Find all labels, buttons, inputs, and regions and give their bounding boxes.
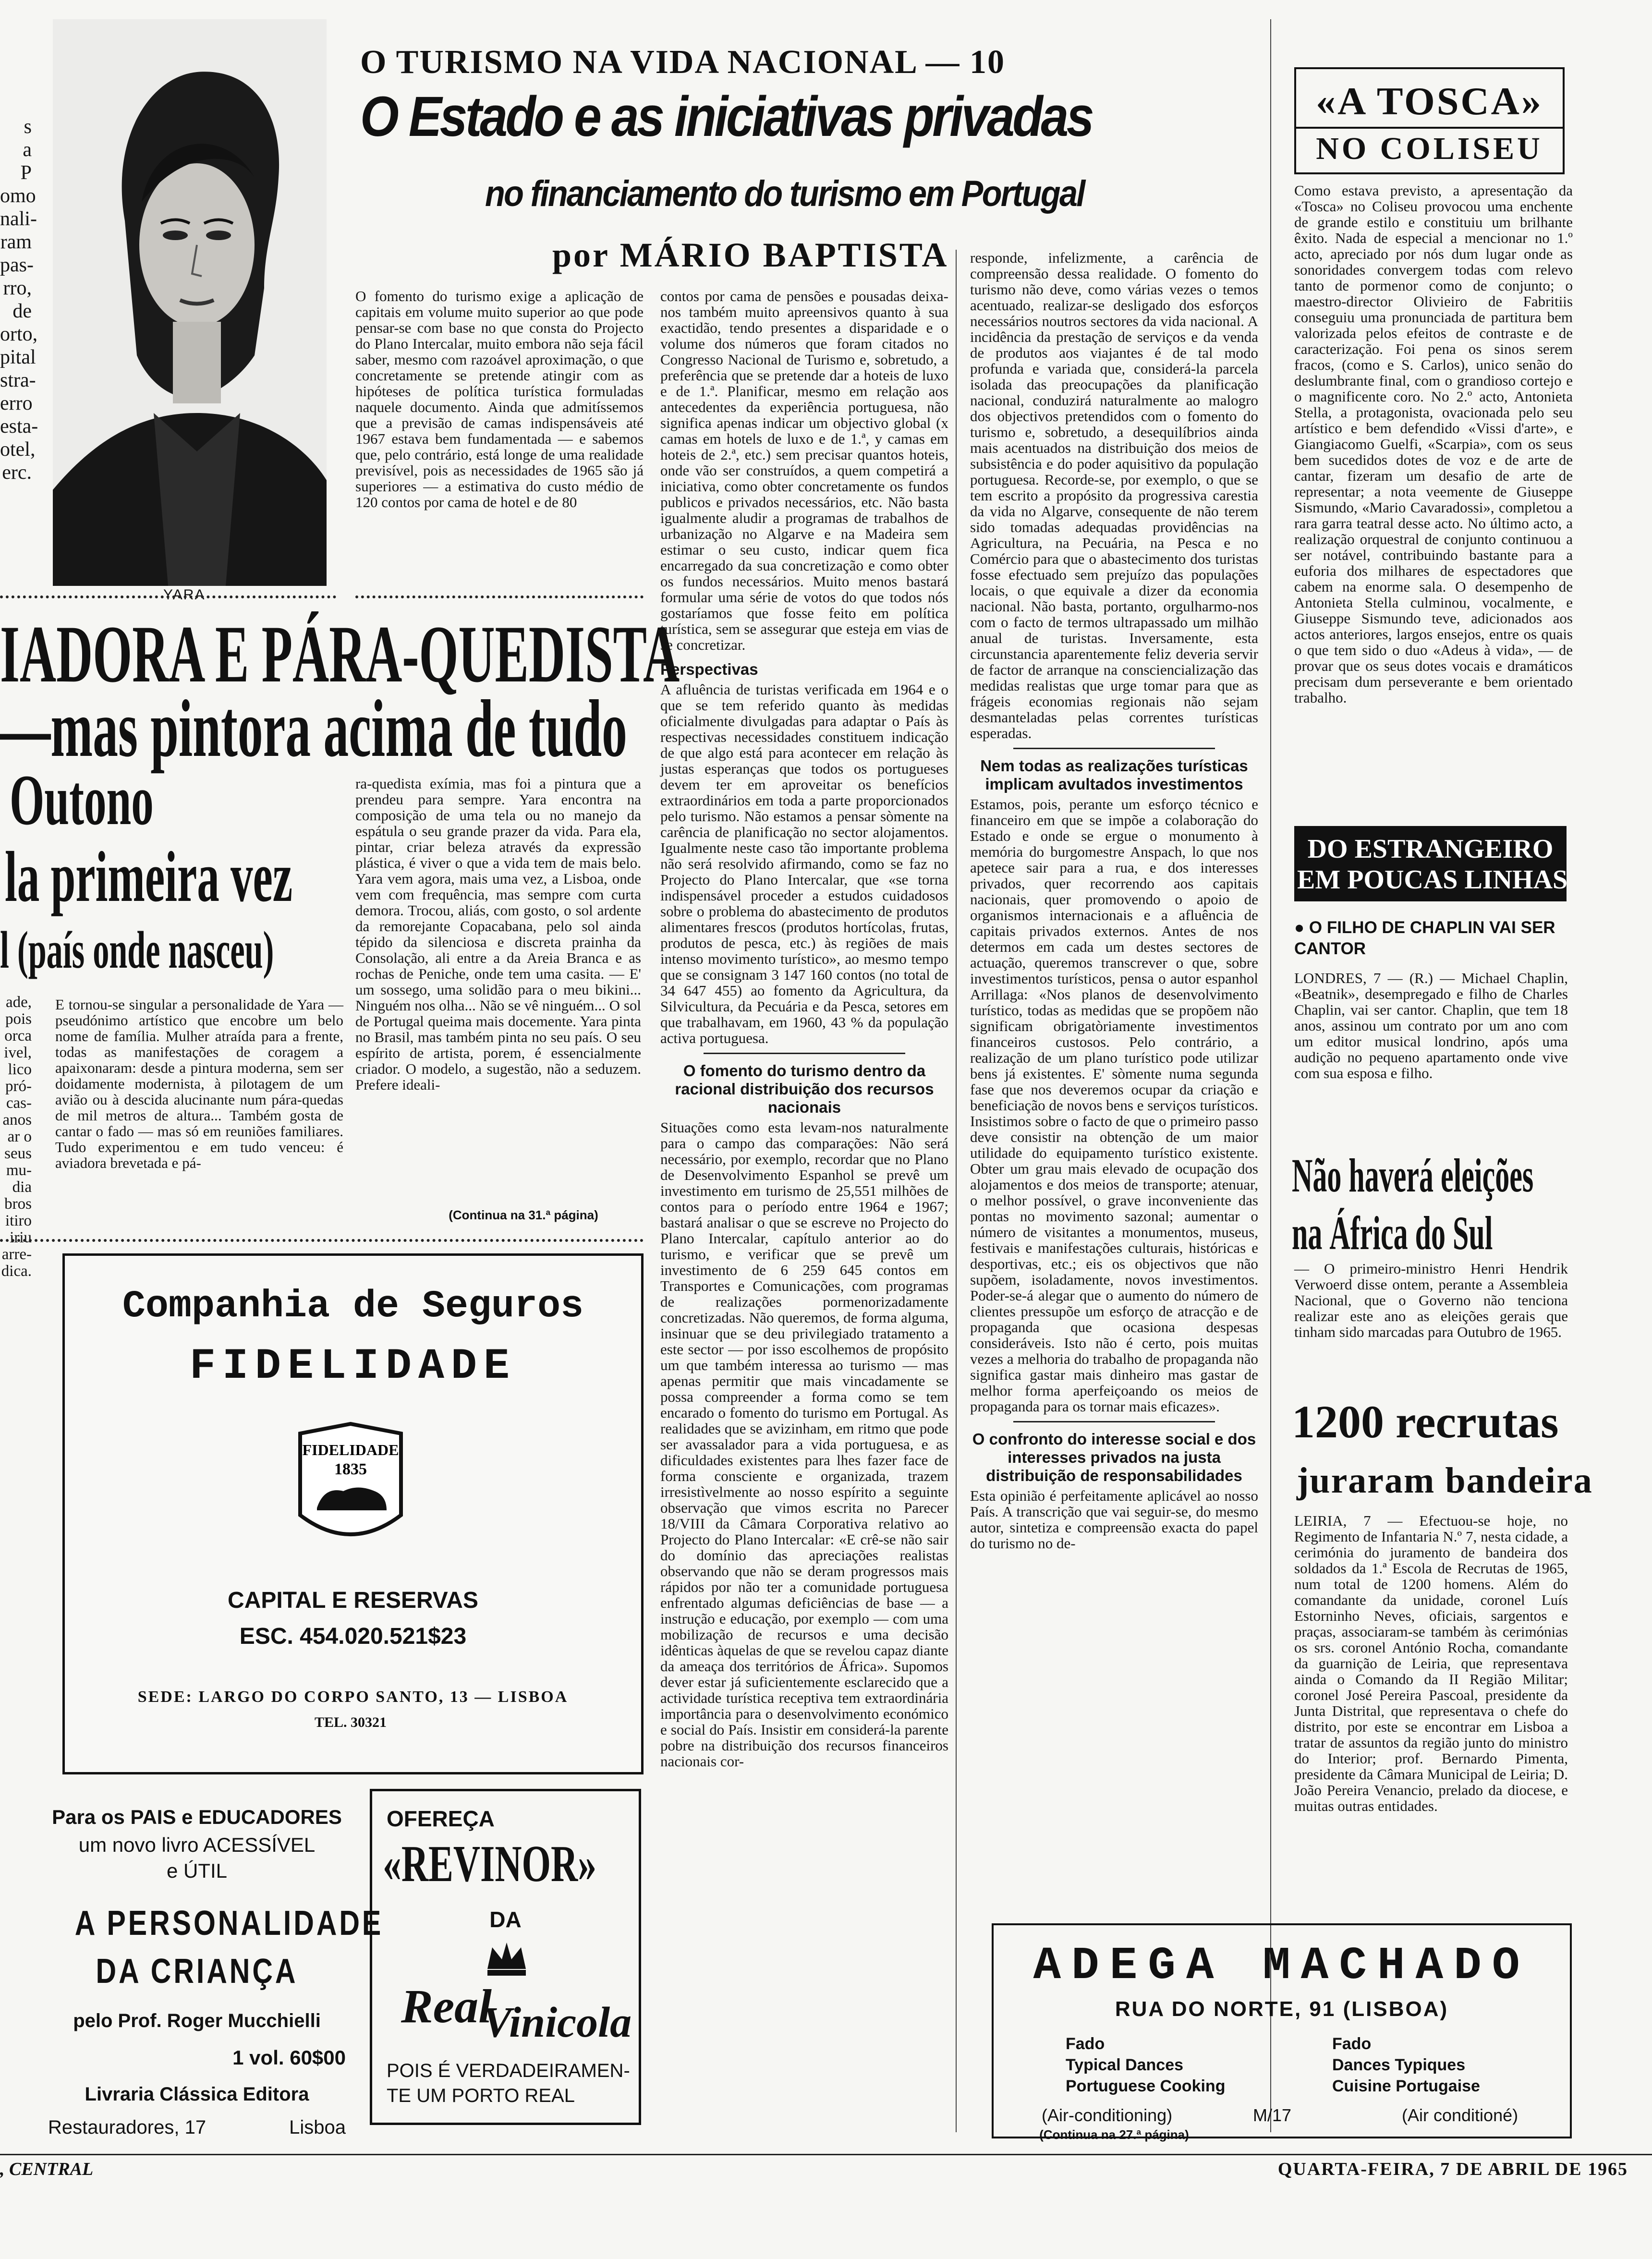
book-line2: um novo livro ACESSÍVEL: [78, 1834, 316, 1856]
left-edge-fragment: esta-: [0, 415, 38, 437]
africa-body: — O primeiro-ministro Henri Hendrik Verwoerd disse ontem, perante a Assembleia Nacional, que o Governo não tenciona realizar este ano as eleições gerais que tinham sido marcadas para Outubro de 1965.: [1294, 1260, 1568, 1340]
left-edge-fragment: erro: [0, 392, 33, 414]
left-edge-fragment: anos: [2, 1111, 32, 1129]
foreign-header2: EM POUCAS LINHAS: [1297, 865, 1568, 895]
left-edge-fragment: ram: [0, 231, 32, 253]
tourism-col3: responde, infelizmente, a carência de compreensão dessa realidade. O fomento do turismo não deve, como várias vezes o temos acentuado, realizar-se desligado dos esforços necessários noutros sectores da vida nacional. A incidência da prestação de serviços e da venda de produtos aos viajantes é de tal modo profunda e variada que, considerá-la parcela isolada das preocupações da planificação nacional, conduzirá naturalmente ao malogro dos objectivos pretendidos com o fomento do turismo e, sobretudo, a desequilíbrios ainda mais acentuados na distribuição dos meios de subsistência e do poder aquisitivo da população portuguesa. Recorde-se, por exemplo, o que se tem escrito a propósito da progressiva carestia da vida no Algarve, consequente de não terem sido tomadas adequadas providências na Agricultura, na Pecuária, na Pesca e no Comércio para que o abastecimento dos turistas fosse efectuado sem prejuízo das populações locais, o que equivale a dizer da economia nacional. Não basta, portanto, orgulharmo-nos com o facto de termos ultrapassado um milhão anual de turistas. Inversamente, esta circunstancia aparentemente feliz deveria servir de factor de arranque na consciencialização das medidas realistas que urge tomar para que as frágeis economias regionais não sejam desmanteladas pelas correntes turísticas esperadas. Nem todas as realizações turísticas implicam avultados investimentos Estamos, pois, perante um esforço técnico e financeiro em que se impõe a colaboração do Estado e onde se ergue o monumento à memória do burgomestre Anspach, lo que nos apetece sair para a rua, e dos interesses privados, quer recorrendo aos capitais nacionais, quer promovendo o apoio de organismos internacionais e a afluência de capitais privados externos. Antes de nos determos em cada um destes sectores de actuação, queremos transcrever o que, sobre investimentos turísticos, pensa o autor espanhol Arrillaga: «Nos planos de desenvolvimento turístico, todas as medidas que se propõem não significam obrigatòriamente investimentos financeiros custosos. Pelo contrário, a realização de um plano turístico pode utilizar bens já existentes. E' sòmente numa segunda fase que nos deveremos ocupar da criação e beneficiação de novos bens e serviços turísticos. Insistimos sobre o facto de que o primeiro passo deve consistir na obtenção de um maior utilidade do equipamento turístico existente. Obter um grau mais elevado de ocupação dos alojamentos e dos meios de transporte; atenuar, o melhor possível, o grave inconveniente das pontas no movimento sazonal; aumentar o número de visitantes a monumentos, museus, festivais e manifestações culturais, históricas e desportivas, etc.; eis os objectivos que não supõem, isoladamente, novos investimentos. Poder-se-á alegar que o aumento do número de clientes pressupõe um esforço de atracção e de propaganda que ocasiona despesas consideráveis. Isto não é certo, pois muitas vezes a melhoria do trabalho de propaganda não significa gastar mais dinheiro mas gastar de melhor forma aperfeiçoando os meios de propaganda para os tornar mais eficazes». O confronto do interesse social e dos interesses privados na justa distribuição de responsabilidades Esta opinião é perfeitamente aplicável ao nosso País. A transcrição que vai seguir-se, do mesmo autor, sintetiza e compreensão exacta do papel do turismo no de-: [970, 249, 1259, 1552]
book-line1: Para os PAIS e EDUCADORES: [52, 1806, 342, 1828]
left-edge-fragment: orca: [4, 1027, 32, 1044]
yara-frag3: l (país onde nasceu): [0, 921, 274, 979]
left-edge-fragment: ivel,: [4, 1044, 32, 1061]
chaplin-body: LONDRES, 7 — (R.) — Michael Chaplin, «Beatnik», desempregado e filho de Charles Chaplin, vai ser cantor. Chaplin, que tem 18 anos, assinou um contrato por um ano com um editor musical londrino, após uma audição no pequeno apartamento onde vive com sua esposa e filho.: [1294, 970, 1568, 1081]
tourism-col2: contos por cama de pensões e pousadas deixa-nos também muito apreensivos quanto à sua exactidão, tendo presentes a disparidade e o volume dos números que foram citados no Congresso Nacional de Turismo e, sobretudo, a preferência que se pretende dar a hoteis de luxo e de 1.ª. Planificar, mesmo em relação aos antecedentes da experiência portuguesa, não significa apenas indicar um objectivo global (x camas em hotels de luxo e de 1.ª, y camas em hoteis de 2.ª, etc.) sem precisar quantos hoteis, onde vão ser construídos, a quem competirá a iniciativa, como obter concretamente os fundos publicos e privados necessários, etc. Não basta igualmente aludir a programas de trabalhos de urbanização no Algarve e na Madeira sem estimar o seu custo, indicar quem fica encarregado da sua concretização e como obter os fundos necessários. Muito menos bastará formular uma série de votos do que todos nós gostaríamos que fosse feito em política turística, sem se assegurar que esteja em vias de se concretizar. Perspectivas A afluência de turistas verificada em 1964 e o que se tem referido quanto às medidas oficialmente divulgadas para adaptar o País às respectivas necessidades constituem indicação de que algo está para acontecer em relação às justas esperanças que todos os portugueses devem ter em aproveitar os benefícios extraordinários em toda a parte proporcionados pelo turismo. Não estamos a pensar sòmente na carência de planificação no sector alojamentos. Igualmente neste caso tão importante problema não será resolvido afirmando, como se faz no Projecto do Plano Intercalar, que «se torna indispensável proceder a estudos cuidadosos sobre o problema do abastecimento de produtos alimentares frescos (produtos hortícolas, frutas, produtos de pesca, etc.) às regiões de mais intenso movimento turístico», ao mesmo tempo que se consignam 3 147 160 contos (no total de 34 647 455) ao fomento da Agricultura, da Silvicultura, da Pecuária e da Pesca, setores em que trabalhavam, em 1960, 43 % da população activa portuguesa. O fomento do turismo dentro da racional distribuição dos recursos nacionais Situações como esta levam-nos naturalmente para o campo das comparações: Não será necessário, por exemplo, recordar que no Plano de Desenvolvimento Espanhol se prevê um investimento em turismo de 25,551 milhões de contos para o período entre 1964 e 1967; bastará analisar o que se escreve no Projecto do Plano Intercalar, capítulo anterior ao do turismo, e verificar que se prevê um investimento de 6 259 645 contos em Transportes e Comunicações, com programas de realizações pormenorizadamente concretizadas. Não queremos, de forma alguma, insinuar que se deu privilegiado tratamento a este sector — por isso escolhemos de propósito um que também interessa ao turismo — mas apenas permitir que mais vincadamente se possa compreender a forma como se tem encarado o fomento do turismo em Portugal. As realidades que se avizinham, em ritmo que pode ser avassalador para a vida portuguesa, e as dificuldades existentes para lhes fazer face de forma consciente e organizada, trazem irresistìvelmente ao nosso espírito a seguinte observação que vimos escrita no Parecer 18/VIII da Câmara Corporativa relativo ao Projecto do Plano Intercalar: «E crê-se não sair do domínio das apreciações realistas observando que não se deram progressos mais rápidos por não ter a comunidade portuguesa enfrentado algumas deficiências de base — a instrução e educação, por exemplo — com uma mobilização de recursos e uma decisão idênticas àquelas de que se revelou capaz diante da ameaça dos territórios de África». Supomos dever estar já suficientemente esclarecido que a actividade turística receptiva tem extraordinária importância para o desenvolvimento económico e social do País. Insistir em considerá-la parente pobre na distribuição dos recursos financeiros nacionais cor-: [660, 288, 948, 1770]
left-edge-fragment: otel,: [0, 438, 36, 461]
left-edge-fragment: rro,: [3, 277, 32, 299]
yara-headline1: IADORA E PÁRA-QUEDISTA: [0, 609, 680, 699]
recrutas-body: LEIRIA, 7 — Efectuou-se hoje, no Regimento de Infantaria N.º 7, nesta cidade, a cerimónia do juramento de bandeira dos soldados da 1.ª Escola de Recrutas de 1965, num total de 1200 homens. Além do comandante da unidade, coronel Luís Estorninho Neves, oficiais, sargentos e praças, associaram-se também às cerimónias os srs. coronel António Rocha, comandante da guarnição de Leiria, que representava ainda o Comando da II Região Militar; coronel José Pereira Pascoal, presidente da Junta Distrital, que representava o chefe do distrito, por este se encontrar em Lisboa a tratar de assuntos da região junto do ministro do Interior; prof. Bernardo Pimenta, presidente da Câmara Municipal de Leiria; D. João Pereira Venancio, prelado da diocese, e muitas outras entidades.: [1294, 1512, 1568, 1814]
left-edge-fragment: seus: [4, 1145, 32, 1162]
left-edge-fragment: lico: [8, 1061, 32, 1078]
adega-address: RUA DO NORTE, 91 (LISBOA): [1115, 1997, 1449, 2021]
crown-icon: [483, 1935, 531, 1979]
chaplin-title: ● O FILHO DE CHAPLIN VAI SER CANTOR: [1294, 918, 1555, 958]
portrait-caption: YARA: [163, 587, 206, 603]
revinor-da: DA: [489, 1907, 522, 1932]
left-edge-fragment: bros: [4, 1195, 32, 1213]
foreign-header: [1294, 826, 1567, 901]
svg-text:FIDELIDADE: FIDELIDADE: [302, 1441, 399, 1458]
tourism-subheadline: no financiamento do turismo em Portugal: [485, 173, 1084, 214]
tourism-col4-subhead2: O confronto do interesse social e dos interesses privados na justa distribuição de responsabilidades: [972, 1430, 1256, 1484]
left-edge-fragment: pois: [5, 1010, 32, 1028]
fidelidade-capital: CAPITAL E RESERVAS: [228, 1588, 478, 1613]
tourism-col3-subhead: O fomento do turismo dentro da racional distribuição dos recursos nacionais: [675, 1062, 934, 1116]
footer-left: , CENTRAL: [0, 2159, 94, 2179]
left-edge-fragments: [0, 115, 38, 595]
africa-title1: Não haverá eleições: [1292, 1149, 1534, 1202]
yara-frag2: la primeira vez: [5, 837, 293, 917]
adega-code: M/17: [1253, 2105, 1292, 2125]
tourism-continued: (Continua na 27.ª página): [1039, 2127, 1189, 2142]
svg-text:1835: 1835: [334, 1460, 367, 1478]
left-edge-fragment: dica.: [1, 1263, 32, 1280]
fidelidade-amount: ESC. 454.020.521$23: [239, 1624, 467, 1649]
left-edge-fragment: ade,: [5, 994, 32, 1011]
adega-right-ac: (Air conditioné): [1402, 2105, 1518, 2125]
fidelidade-logo: [291, 1419, 411, 1549]
adega-right-list: Fado Dances Typiques Cuisine Portugaise: [1332, 2035, 1480, 2095]
book-title1: A PERSONALIDADE: [74, 1904, 384, 1943]
fidelidade-line1: Companhia de Seguros: [122, 1285, 584, 1328]
left-edge-fragment: iriu: [10, 1229, 32, 1246]
book-city: Lisboa: [289, 2117, 346, 2138]
revinor-offer: OFEREÇA: [387, 1806, 495, 1831]
tosca-body: Como estava previsto, a apresentação da «Tosca» no Coliseu provocou uma enchente de grande estilo e constituiu um brilhante êxito. Nada de especial a mencionar no 1.º acto, apreciado por nós dum lugar onde as sonoridades convergem todas com relevo tanto de pormenor como de conjunto; o maestro-director Olivieiro de Fabritiis conseguiu uma pronunciada de partitura bem valorizada pelos efeitos de contraste e de caracterização. Foi pena os sinos serem fracos, (como e S. Carlos), unico senão do deslumbrante final, com o grandioso cortejo e o magnificente coro. No 2.º acto, Antonieta Stella, a protagonista, ovacionada pelo seu artístico e bem defendido «Vissi d'arte», e Giangiacomo Guelfi, «Scarpia», com os seus bem sucedidos dotes de voz e de arte de cantar, fizeram um desafio de arte de representar; a nota veemente de Giuseppe Sismundo, «Mario Cavaradossi», completou a rara garra teatral desse acto. No último acto, a realização orquestral de conjunto continuou a ser notável, contribuindo bastante para a euforia dos milhares de espectadores que cabem na enorme sala. O desempenho de Antonieta Stella culminou, vocalmente, e Giuseppe Sismundo teve, adicionados aos actos anteriores, largos ensejos, entre os quais o que tem sido o duo «Adeus à vida», — de provar que os seus dotes vocais e dramáticos precisam dum perseverante e bem orientado trabalho.: [1294, 182, 1573, 706]
recrutas-title2: juraram bandeira: [1297, 1460, 1593, 1501]
left-edge-fragment: cas-: [6, 1094, 32, 1112]
left-edge-fragment: pital: [0, 346, 36, 368]
revinor-tag1: POIS É VERDADEIRAMEN-: [387, 2060, 630, 2081]
tourism-col1: O fomento do turismo exige a aplicação de capitais em volume muito superior ao que pode pensar-se com base no que consta do Projecto do Plano Intercalar, muito embora não seja fácil saber, mesmo com razoável aproximação, o que concretamente se pretende atingir com as hipóteses de política turística formuladas naquele documento. Ainda que admitíssemos que a previsão de camas indispensáveis até 1967 estava bem fundamentada — e sabemos que, pelo contrário, está longe de uma realidade previsível, pois as necessidades de 1965 são já superiores — a estimativa do custo médio de 120 contos por cama de hotel e de 80: [355, 288, 644, 510]
tosca-title2: NO COLISEU: [1316, 131, 1543, 166]
yara-col2: ra-quedista exímia, mas foi a pintura que a prendeu para sempre. Yara encontra na composição de uma tela ou no manejo da espátula o seu grande prazer da vida. Para ela, pintar, criar beleza através da expressão plástica, é viver o que a vida tem de mais belo. Yara vem agora, mais uma vez, a Lisboa, onde vem com frequência, mas sempre com curta demora. Trocou, aliás, com gosto, o sol ardente da remorejante Copacabana, pelo sol ainda tépido da silenciosa e discreta prainha da Consolação, ali entre a da Areia Branca e as rochas de Peniche, onde tem uma casita. — E' um sossego, uma solidão para o meu bikini... Ninguém nos olha... Não se vê ninguém... O sol de Portugal queima mais docemente. Yara pinta no Brasil, mas também pinta no seu país. O seu espírito de artista, porem, é essencialmente criador. O modelo, a sugestão, não a seduzem. Prefere ideali-: [355, 775, 641, 1093]
left-edge-fragment: nali-: [0, 208, 37, 230]
yara-continued: (Continua na 31.ª página): [449, 1208, 598, 1222]
revinor-script2: Vinicola: [483, 1999, 632, 2046]
left-edge-fragment: itiro: [5, 1212, 32, 1229]
left-edge-fragment: P: [20, 162, 32, 184]
left-edge-fragment: s: [24, 116, 32, 138]
portrait-photo: [53, 19, 327, 586]
left-edge-fragment: ar o: [7, 1128, 32, 1145]
left-edge-fragment: a: [23, 139, 32, 161]
yara-col1: E tornou-se singular a personalidade de Yara — pseudónimo artístico que encobre um belo nome de família. Mulher atraída para a frente, todas as manifestações de coragem a apaixonaram: desde a pintura moderna, sem ser doidamente modernista, à pilotagem de um avião ou à descida alucinante num pára-quedas de mil metros de altura... Também gosta de cantar o fado — mas só em reuniões familiares. Tudo experimentou e em tudo venceu: é aviadora brevetada e pá-: [55, 996, 343, 1171]
adega-left-ac: (Air-conditioning): [1042, 2105, 1173, 2125]
revinor-script1: Real: [401, 1980, 492, 2033]
footer-right: QUARTA-FEIRA, 7 DE ABRIL DE 1965: [1277, 2159, 1628, 2179]
left-edge-fragment: pró-: [5, 1078, 32, 1095]
fidelidade-address: SEDE: LARGO DO CORPO SANTO, 13 — LISBOA: [137, 1688, 569, 1706]
tourism-col4-subhead: Nem todas as realizações turísticas implicam avultados investimentos: [980, 757, 1248, 793]
book-ad: [48, 1786, 384, 2138]
tourism-col2-subhead: Perspectivas: [660, 660, 758, 678]
yara-frag1: Outono: [10, 760, 154, 840]
fidelidade-tel: TEL. 30321: [315, 1714, 387, 1730]
left-edge-bottom: [0, 994, 32, 1280]
tourism-kicker: O TURISMO NA VIDA NACIONAL — 10: [360, 44, 1005, 81]
left-edge-fragment: dia: [12, 1178, 32, 1196]
left-edge-fragments-lower: [0, 994, 32, 1292]
left-edge-fragment: omo: [0, 185, 36, 207]
left-edge-fragment: orto,: [0, 323, 38, 345]
book-price: 1 vol. 60$00: [232, 2046, 346, 2069]
left-edge-fragment: erc.: [2, 462, 32, 484]
revinor-tag2: TE UM PORTO REAL: [387, 2085, 575, 2106]
adega-left-list: Fado Typical Dances Portuguese Cooking: [1066, 2035, 1226, 2095]
yara-headline2: —mas pintora acima de tudo: [0, 683, 627, 774]
revinor-brand: «REVINOR»: [383, 1835, 596, 1893]
adega-title: ADEGA MACHADO: [1033, 1940, 1531, 1992]
left-edge-fragment: mu-: [6, 1162, 32, 1179]
left-edge-fragment: pas-: [0, 254, 34, 276]
tourism-byline: por MÁRIO BAPTISTA: [552, 236, 949, 274]
tosca-header: [1294, 67, 1565, 174]
tosca-title1: «A TOSCA»: [1316, 79, 1543, 123]
tourism-headline: O Estado e as iniciativas privadas: [360, 85, 1093, 148]
recrutas-title1: 1200 recrutas: [1292, 1396, 1559, 1447]
revinor-ad: [370, 1789, 641, 2125]
foreign-header1: DO ESTRANGEIRO: [1307, 834, 1554, 864]
left-edge-fragment: de: [12, 300, 32, 322]
book-publisher: Livraria Clássica Editora: [85, 2084, 309, 2105]
book-address: Restauradores, 17: [48, 2117, 206, 2138]
africa-title2: na África do Sul: [1292, 1206, 1493, 1260]
left-edge-fragment: arre-: [1, 1246, 32, 1263]
left-edge-top: [0, 115, 38, 484]
portrait-illustration: [53, 19, 327, 586]
book-author: pelo Prof. Roger Mucchielli: [73, 2010, 321, 2031]
left-edge-fragment: stra-: [0, 369, 36, 391]
fidelidade-ad: [62, 1253, 644, 1774]
book-line3: e ÚTIL: [166, 1859, 228, 1882]
fidelidade-line2: FIDELIDADE: [189, 1342, 517, 1391]
adega-ad: [992, 1923, 1572, 2138]
book-title2: DA CRIANÇA: [96, 1952, 298, 1991]
